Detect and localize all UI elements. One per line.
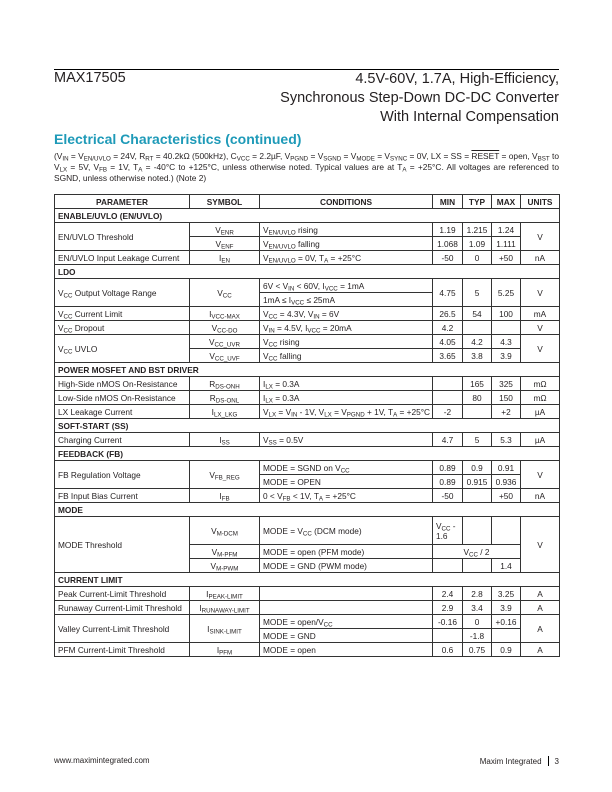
conditions-cell [260, 601, 433, 615]
section-power: POWER MOSFET AND BST DRIVER [55, 363, 560, 377]
col-max: MAX [492, 195, 521, 209]
symbol-cell: $V_{M-PWM}$ [190, 559, 260, 573]
symbol-cell: $R_{DS-ONL}$ [190, 391, 260, 405]
table-row [55, 433, 560, 447]
typ-cell: 1.09 [463, 237, 492, 251]
table-row [55, 391, 560, 405]
param-cell: MODE Threshold [55, 517, 190, 573]
typ-cell: 2.8 [463, 587, 492, 601]
typ-cell: 0.9 [463, 461, 492, 475]
document-title [280, 70, 559, 127]
unit-cell: V [521, 335, 560, 363]
min-cell: -0.16 [433, 615, 463, 629]
symbol-cell: $V_{M-DCM}$ [190, 517, 260, 545]
symbol-cell: $I_{FB}$ [190, 489, 260, 503]
param-cell: Peak Current-Limit Threshold [55, 587, 190, 601]
typ-cell: 3.4 [463, 601, 492, 615]
unit-cell: A [521, 587, 560, 601]
param-cell: $V_{CC}$ Dropout [55, 321, 190, 335]
table-row [55, 587, 560, 601]
typ-cell: 4.2 [463, 335, 492, 349]
unit-cell: mΩ [521, 377, 560, 391]
max-cell: 4.3 [492, 335, 521, 349]
symbol-cell: $V_{CC\_UVR}$ [190, 335, 260, 349]
table-row [55, 643, 560, 657]
section-current-limit: CURRENT LIMIT [55, 573, 560, 587]
footer-page-info [480, 756, 559, 766]
symbol-cell: $R_{DS-ONH}$ [190, 377, 260, 391]
conditions-cell: $V_{CC}$ rising [260, 335, 433, 349]
typ-cell [463, 517, 492, 545]
symbol-cell: $I_{PFM}$ [190, 643, 260, 657]
table-row [55, 489, 560, 503]
section-title: Electrical Characteristics (continued) [54, 131, 302, 147]
min-cell: -2 [433, 405, 463, 419]
symbol-cell: $V_{M-PFM}$ [190, 545, 260, 559]
typ-cell: 0 [463, 615, 492, 629]
min-cell: 1.068 [433, 237, 463, 251]
table-row [55, 405, 560, 419]
conditions-cell: $I_{LX} = 0.3A$ [260, 377, 433, 391]
symbol-cell: $I_{SS}$ [190, 433, 260, 447]
col-typ: TYP [463, 195, 492, 209]
min-cell: -50 [433, 489, 463, 503]
param-cell: PFM Current-Limit Threshold [55, 643, 190, 657]
conditions-cell: MODE = GND [260, 629, 433, 643]
section-row [55, 447, 560, 461]
table-row [55, 307, 560, 321]
section-row [55, 503, 560, 517]
typ-cell: 54 [463, 307, 492, 321]
typ-cell: 3.8 [463, 349, 492, 363]
unit-cell: mΩ [521, 391, 560, 405]
col-parameter: PARAMETER [55, 195, 190, 209]
conditions-cell [260, 587, 433, 601]
conditions-cell: $I_{LX} = 0.3A$ [260, 391, 433, 405]
section-softstart: SOFT-START (SS) [55, 419, 560, 433]
symbol-cell: $V_{ENF}$ [190, 237, 260, 251]
unit-cell: V [521, 223, 560, 251]
unit-cell: µA [521, 433, 560, 447]
param-cell: EN/UVLO Input Leakage Current [55, 251, 190, 265]
section-feedback: FEEDBACK (FB) [55, 447, 560, 461]
typ-cell [463, 489, 492, 503]
typ-cell: 80 [463, 391, 492, 405]
section-row [55, 209, 560, 223]
table-row [55, 223, 560, 237]
typ-cell: $V_{CC} / 2$ [433, 545, 521, 559]
typ-cell: 5 [463, 279, 492, 307]
min-cell: $V_{CC}$ - 1.6 [433, 517, 463, 545]
max-cell: 5.3 [492, 433, 521, 447]
min-cell: 2.9 [433, 601, 463, 615]
unit-cell: mA [521, 307, 560, 321]
section-row [55, 419, 560, 433]
unit-cell: nA [521, 251, 560, 265]
param-cell: Valley Current-Limit Threshold [55, 615, 190, 643]
footer-company: Maxim Integrated [479, 757, 542, 766]
conditions-cell: MODE = open [260, 643, 433, 657]
param-cell: $V_{CC}$ UVLO [55, 335, 190, 363]
max-cell: 325 [492, 377, 521, 391]
page-number: 3 [554, 757, 559, 766]
min-cell [433, 391, 463, 405]
min-cell [433, 377, 463, 391]
typ-cell: 1.215 [463, 223, 492, 237]
min-cell: -50 [433, 251, 463, 265]
param-cell: Low-Side nMOS On-Resistance [55, 391, 190, 405]
max-cell [492, 321, 521, 335]
param-cell: EN/UVLO Threshold [55, 223, 190, 251]
max-cell: 0.936 [492, 475, 521, 489]
typ-cell: 165 [463, 377, 492, 391]
typ-cell [463, 559, 492, 573]
symbol-cell: $I_{VCC-MAX}$ [190, 307, 260, 321]
max-cell: +2 [492, 405, 521, 419]
section-row [55, 265, 560, 279]
symbol-cell: $V_{CC}$ [190, 279, 260, 307]
table-row [55, 251, 560, 265]
param-cell: High-Side nMOS On-Resistance [55, 377, 190, 391]
max-cell [492, 629, 521, 643]
unit-cell: nA [521, 489, 560, 503]
col-conditions: CONDITIONS [260, 195, 433, 209]
max-cell: 1.4 [492, 559, 521, 573]
conditions-cell: MODE = SGND on $V_{CC}$ [260, 461, 433, 475]
conditions-cell: MODE = open/$V_{CC}$ [260, 615, 433, 629]
max-cell: +50 [492, 489, 521, 503]
param-cell: $V_{CC}$ Output Voltage Range [55, 279, 190, 307]
max-cell: 100 [492, 307, 521, 321]
table-row [55, 601, 560, 615]
min-cell: 2.4 [433, 587, 463, 601]
conditions-cell: MODE = OPEN [260, 475, 433, 489]
conditions-cell: $V_{IN} = 4.5V$, $I_{VCC} = 20mA$ [260, 321, 433, 335]
table-row [55, 517, 560, 545]
max-cell: 5.25 [492, 279, 521, 307]
conditions-tail: referenced to SGND, unless otherwise noted.) (Note 2) [54, 162, 559, 183]
conditions-cell: $1mA \le I_{VCC} \le 25mA$ [260, 293, 433, 307]
max-cell: 1.111 [492, 237, 521, 251]
max-cell [492, 517, 521, 545]
min-cell: 0.89 [433, 475, 463, 489]
table-row [55, 461, 560, 475]
conditions-cell: MODE = open (PFM mode) [260, 545, 433, 559]
conditions-cell: $6V < V_{IN} < 60V$, $I_{VCC} = 1mA$ [260, 279, 433, 293]
symbol-cell: $I_{SINK-LIMIT}$ [190, 615, 260, 643]
min-cell: 4.75 [433, 279, 463, 307]
col-min: MIN [433, 195, 463, 209]
table-row [55, 321, 560, 335]
title-line-1: 4.5V-60V, 1.7A, High-Efficiency, [355, 71, 559, 87]
symbol-cell: $V_{CC-DO}$ [190, 321, 260, 335]
table-row [55, 279, 560, 293]
section-enable: ENABLE/UVLO (EN/UVLO) [55, 209, 560, 223]
param-cell: FB Input Bias Current [55, 489, 190, 503]
typ-cell: 0.915 [463, 475, 492, 489]
footer-website-link[interactable]: www.maximintegrated.com [54, 756, 150, 765]
section-ldo: LDO [55, 265, 560, 279]
unit-cell: A [521, 643, 560, 657]
max-cell: 150 [492, 391, 521, 405]
col-units: UNITS [521, 195, 560, 209]
conditions-cell: $V_{EN/UVLO}$ falling [260, 237, 433, 251]
typ-cell: 0.75 [463, 643, 492, 657]
conditions-cell: MODE = GND (PWM mode) [260, 559, 433, 573]
max-cell: 3.9 [492, 349, 521, 363]
symbol-cell: $I_{LX\_LKG}$ [190, 405, 260, 419]
max-cell: 3.25 [492, 587, 521, 601]
param-cell: FB Regulation Voltage [55, 461, 190, 489]
conditions-cell: $V_{EN/UVLO}$ rising [260, 223, 433, 237]
unit-cell: V [521, 461, 560, 489]
typ-cell: -1.8 [463, 629, 492, 643]
conditions-cell: $V_{CC}$ falling [260, 349, 433, 363]
symbol-cell: $V_{ENR}$ [190, 223, 260, 237]
col-symbol: SYMBOL [190, 195, 260, 209]
part-number: MAX17505 [54, 70, 126, 86]
min-cell: 26.5 [433, 307, 463, 321]
typ-cell [463, 405, 492, 419]
conditions-cell: $V_{LX} = V_{IN} - 1V$, $V_{LX} = V_{PGND} + 1V$, $T_A = +25^\circ C$ [260, 405, 433, 419]
min-cell: 0.6 [433, 643, 463, 657]
symbol-cell: $V_{CC\_UVF}$ [190, 349, 260, 363]
unit-cell: µA [521, 405, 560, 419]
title-line-2: Synchronous Step-Down DC-DC Converter [280, 90, 559, 106]
typ-cell [463, 321, 492, 335]
unit-cell: V [521, 517, 560, 573]
test-conditions: ($V_{IN} = V_{EN/UVLO} = 24V$, $R_{RT} = 40.2k\Omega$ (500kHz), $C_{VCC} = 2.2\mu F$, $V_{PGND} = V_{SGND} = V_{MODE} = V_{SYNC} = 0V$, LX = SS = RESET = open, $V_{BST}$ to $V_{LX} = 5V$, $V_{FB} = 1V$, $T_A = -40^\circ C$ to +125°C, unless otherwise noted. Typical values are at $T_A = +25^\circ C$. All voltages are referenced to SGND, unless otherwise noted.) (Note 2) [54, 151, 559, 183]
min-cell: 0.89 [433, 461, 463, 475]
conditions-cell: $V_{CC} = 4.3V$, $V_{IN} = 6V$ [260, 307, 433, 321]
conditions-cell: $V_{SS} = 0.5V$ [260, 433, 433, 447]
title-line-3: With Internal Compensation [380, 109, 559, 125]
unit-cell: V [521, 279, 560, 307]
min-cell: 4.7 [433, 433, 463, 447]
max-cell: +50 [492, 251, 521, 265]
conditions-cell: $0 < V_{FB} < 1V$, $T_A = +25^\circ C$ [260, 489, 433, 503]
section-row [55, 363, 560, 377]
unit-cell: V [521, 321, 560, 335]
min-cell: 3.65 [433, 349, 463, 363]
typ-cell: 5 [463, 433, 492, 447]
min-cell: 4.2 [433, 321, 463, 335]
footer-divider [548, 756, 549, 766]
table-row [55, 615, 560, 629]
table-row [55, 335, 560, 349]
param-cell: Charging Current [55, 433, 190, 447]
max-cell: 0.91 [492, 461, 521, 475]
min-cell [433, 629, 463, 643]
min-cell: 4.05 [433, 335, 463, 349]
symbol-cell: $V_{FB\_REG}$ [190, 461, 260, 489]
max-cell: 0.9 [492, 643, 521, 657]
electrical-characteristics-table [54, 194, 560, 657]
param-cell: LX Leakage Current [55, 405, 190, 419]
section-row [55, 573, 560, 587]
table-header-row [55, 195, 560, 209]
typ-cell: 0 [463, 251, 492, 265]
max-cell: 3.9 [492, 601, 521, 615]
section-mode: MODE [55, 503, 560, 517]
unit-cell: A [521, 601, 560, 615]
max-cell: +0.16 [492, 615, 521, 629]
param-cell: $V_{CC}$ Current Limit [55, 307, 190, 321]
table-row [55, 377, 560, 391]
symbol-cell: $I_{PEAK-LIMIT}$ [190, 587, 260, 601]
min-cell [433, 559, 463, 573]
min-cell: 1.19 [433, 223, 463, 237]
unit-cell: A [521, 615, 560, 643]
conditions-cell: MODE = $V_{CC}$ (DCM mode) [260, 517, 433, 545]
param-cell: Runaway Current-Limit Threshold [55, 601, 190, 615]
symbol-cell: $I_{EN}$ [190, 251, 260, 265]
symbol-cell: $I_{RUNAWAY-LIMIT}$ [190, 601, 260, 615]
max-cell: 1.24 [492, 223, 521, 237]
conditions-cell: $V_{EN/UVLO} = 0V$, $T_A = +25^\circ C$ [260, 251, 433, 265]
